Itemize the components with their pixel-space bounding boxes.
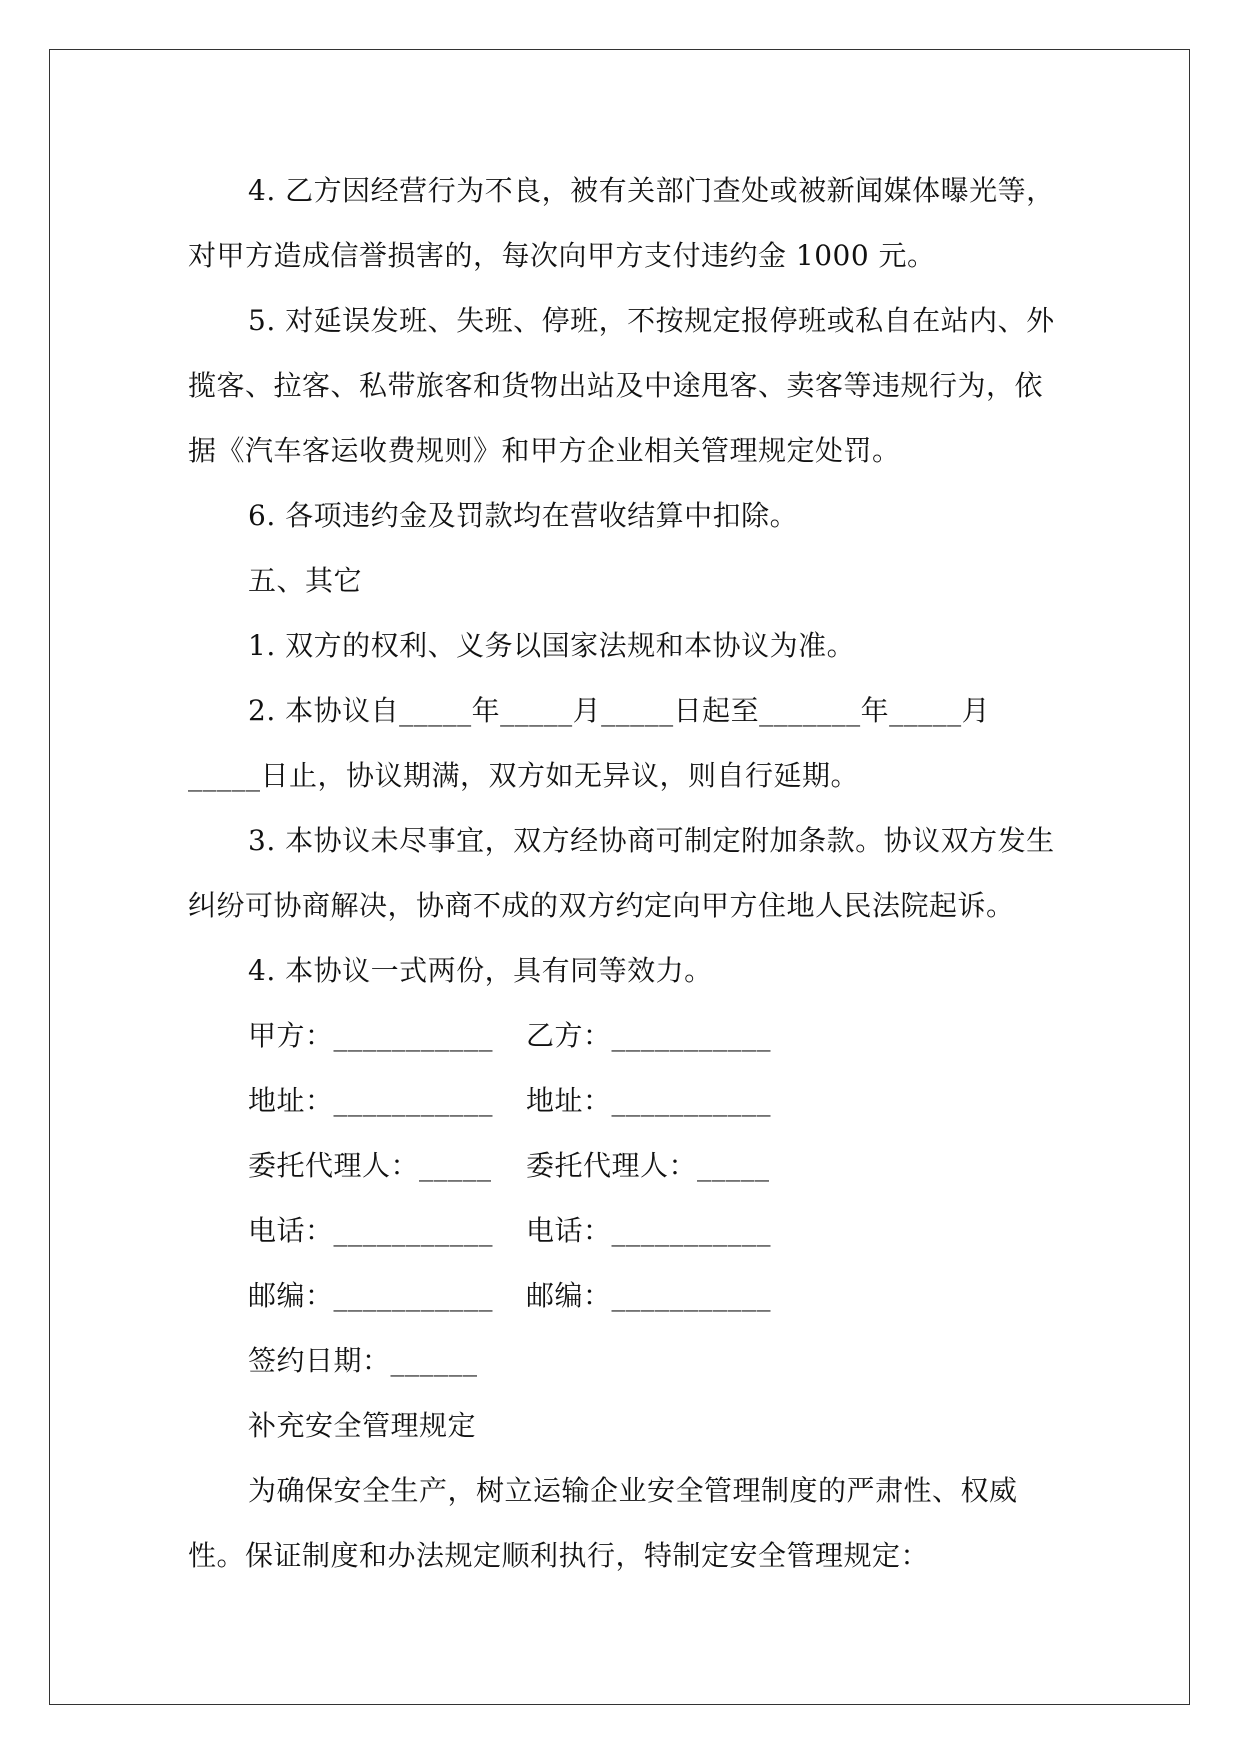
party-a-postcode-field: 邮编：___________ [248,1279,494,1312]
clause-5-violation-penalty: 5. 对延误发班、失班、停班，不按规定报停班或私自在站内、外揽客、拉客、私带旅客和货物出站及中途甩客、卖客等违规行为，依据《汽车客运收费规则》和甲方企业相关管理规定处罚。 [188,304,1055,467]
party-a-address-field: 地址：___________ [248,1084,494,1117]
party-b-field: 乙方：___________ [526,1019,772,1052]
other-clause-2-term: 2. 本协议自_____年_____月_____日起至_______年_____月_____日止，协议期满，双方如无异议，则自行延期。 [188,694,991,792]
signature-row-agent [188,1133,1058,1198]
signature-row-postcode [188,1263,1058,1328]
signature-row-address [188,1068,1058,1133]
clause-6-deduction: 6. 各项违约金及罚款均在营收结算中扣除。 [248,499,799,532]
party-b-postcode-field: 邮编：___________ [526,1279,772,1312]
other-clause-1: 1. 双方的权利、义务以国家法规和本协议为准。 [248,629,856,662]
party-a-phone-field: 电话：___________ [248,1214,494,1247]
document-body [188,158,1058,1588]
signature-row-phone [188,1198,1058,1263]
party-a-field: 甲方：___________ [248,1019,494,1052]
party-b-agent-field: 委托代理人：_____ [526,1149,770,1182]
section-heading-other: 五、其它 [248,564,363,597]
party-b-phone-field: 电话：___________ [526,1214,772,1247]
party-a-agent-field: 委托代理人：_____ [248,1149,492,1182]
appendix-title: 补充安全管理规定 [248,1409,477,1442]
other-clause-4-copies: 4. 本协议一式两份，具有同等效力。 [248,954,713,987]
party-b-address-field: 地址：___________ [526,1084,772,1117]
other-clause-3-disputes: 3. 本协议未尽事宜，双方经协商可制定附加条款。协议双方发生纠纷可协商解决，协商不成的双方约定向甲方住地人民法院起诉。 [188,824,1055,922]
appendix-intro: 为确保安全生产，树立运输企业安全管理制度的严肃性、权威性。保证制度和办法规定顺利执行，特制定安全管理规定： [188,1474,1018,1572]
signature-row-party [188,1003,1058,1068]
sign-date-field: 签约日期：______ [248,1344,478,1377]
clause-4-reputation-penalty: 4. 乙方因经营行为不良，被有关部门查处或被新闻媒体曝光等，对甲方造成信誉损害的，每次向甲方支付违约金 1000 元。 [188,174,1055,272]
